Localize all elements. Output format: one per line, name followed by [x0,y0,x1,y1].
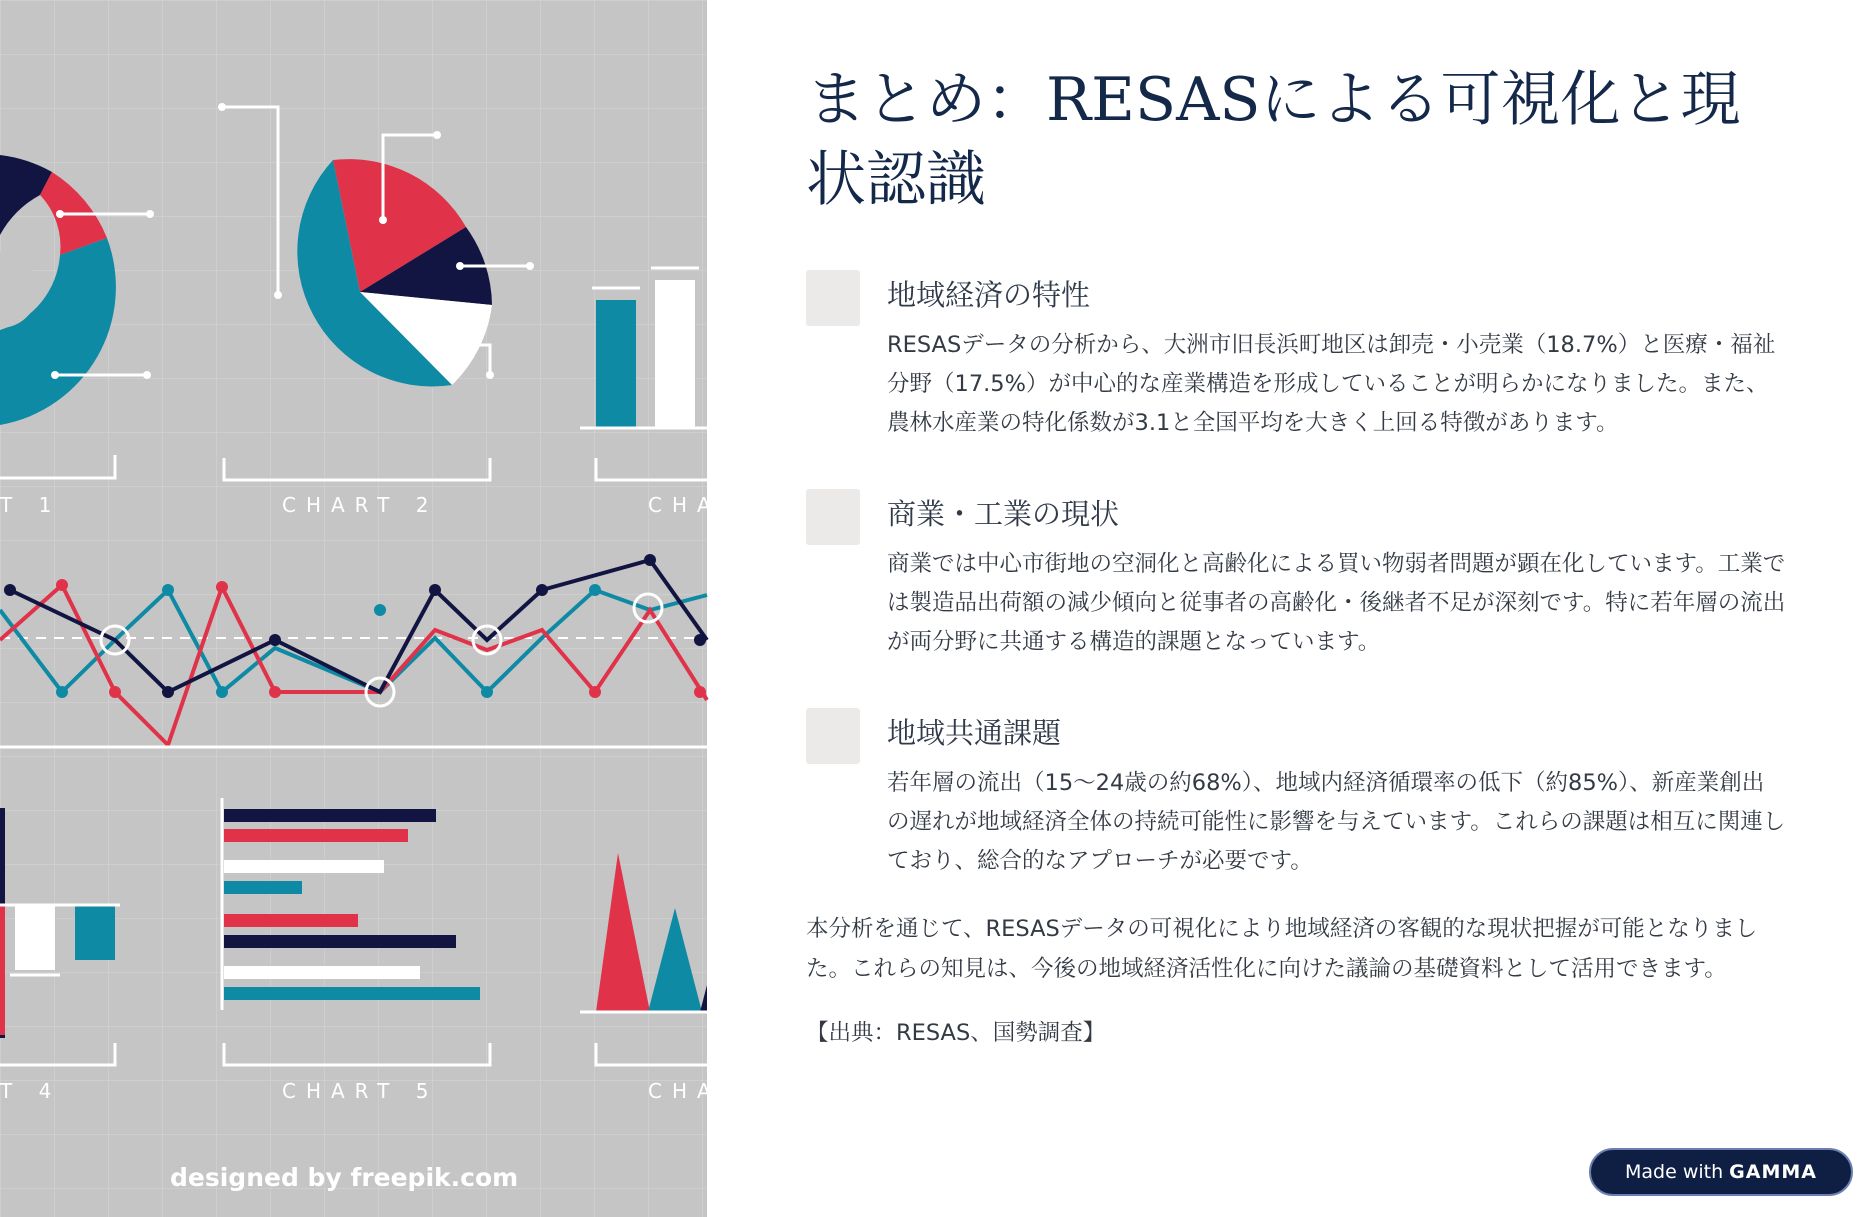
made-with-gamma-badge[interactable] [1589,1148,1853,1196]
chart-6-label: CHA [648,1079,721,1103]
section-common-issues [806,708,1786,881]
section-heading: 地域共通課題 [887,716,1062,750]
chart-3-label: CHA [648,493,721,517]
section-body: 若年層の流出（15〜24歳の約68%）、地域内経済循環率の低下（約85%）、新産業創出の遅れが地域経済全体の持続可能性に影響を与えています。これらの課題は相互に関連しており、総合的なアプローチが必要です。 [887,770,1786,874]
source-citation: 【出典：RESAS、国勢調査】 [806,1020,1106,1046]
chart-2-label: CHART 2 [282,493,439,517]
section-marker [806,489,860,545]
infographic-charts-svg [0,0,721,1217]
summary-paragraph: 本分析を通じて、RESASデータの可視化により地域経済の客観的な現状把握が可能となりました。これらの知見は、今後の地域経済活性化に向けた議論の基礎資料として活用できます。 [806,916,1758,982]
section-heading: 商業・工業の現状 [887,497,1120,531]
chart-5-label: CHART 5 [282,1079,439,1103]
freepik-credit: designed by freepik.com [170,1163,519,1192]
section-regional-economy [806,270,1786,443]
chart-1-label: T 1 [0,493,62,517]
page-title: まとめ：RESASによる可視化と現状認識 [806,65,1741,215]
gamma-logo: GAMMA [1729,1161,1817,1183]
section-marker [806,708,860,764]
section-heading: 地域経済の特性 [887,278,1091,312]
section-body: RESASデータの分析から、大洲市旧長浜町地区は卸売・小売業（18.7%）と医療・福祉分野（17.5%）が中心的な産業構造を形成していることが明らかになりました。また、農林水産業の特化係数が3.1と全国平均を大きく上回る特徴があります。 [887,332,1776,436]
section-commerce-industry [806,489,1786,662]
badge-made-with: Made with [1625,1161,1724,1183]
infographic-illustration [0,0,721,1217]
section-body: 商業では中心市街地の空洞化と高齢化による買い物弱者問題が顕在化しています。工業では製造品出荷額の減少傾向と従事者の高齢化・後継者不足が深刻です。特に若年層の流出が両分野に共通する構造的課題となっています。 [887,551,1786,655]
content-panel [806,60,1786,1053]
chart-4-label: T 4 [0,1079,62,1103]
section-marker [806,270,860,326]
